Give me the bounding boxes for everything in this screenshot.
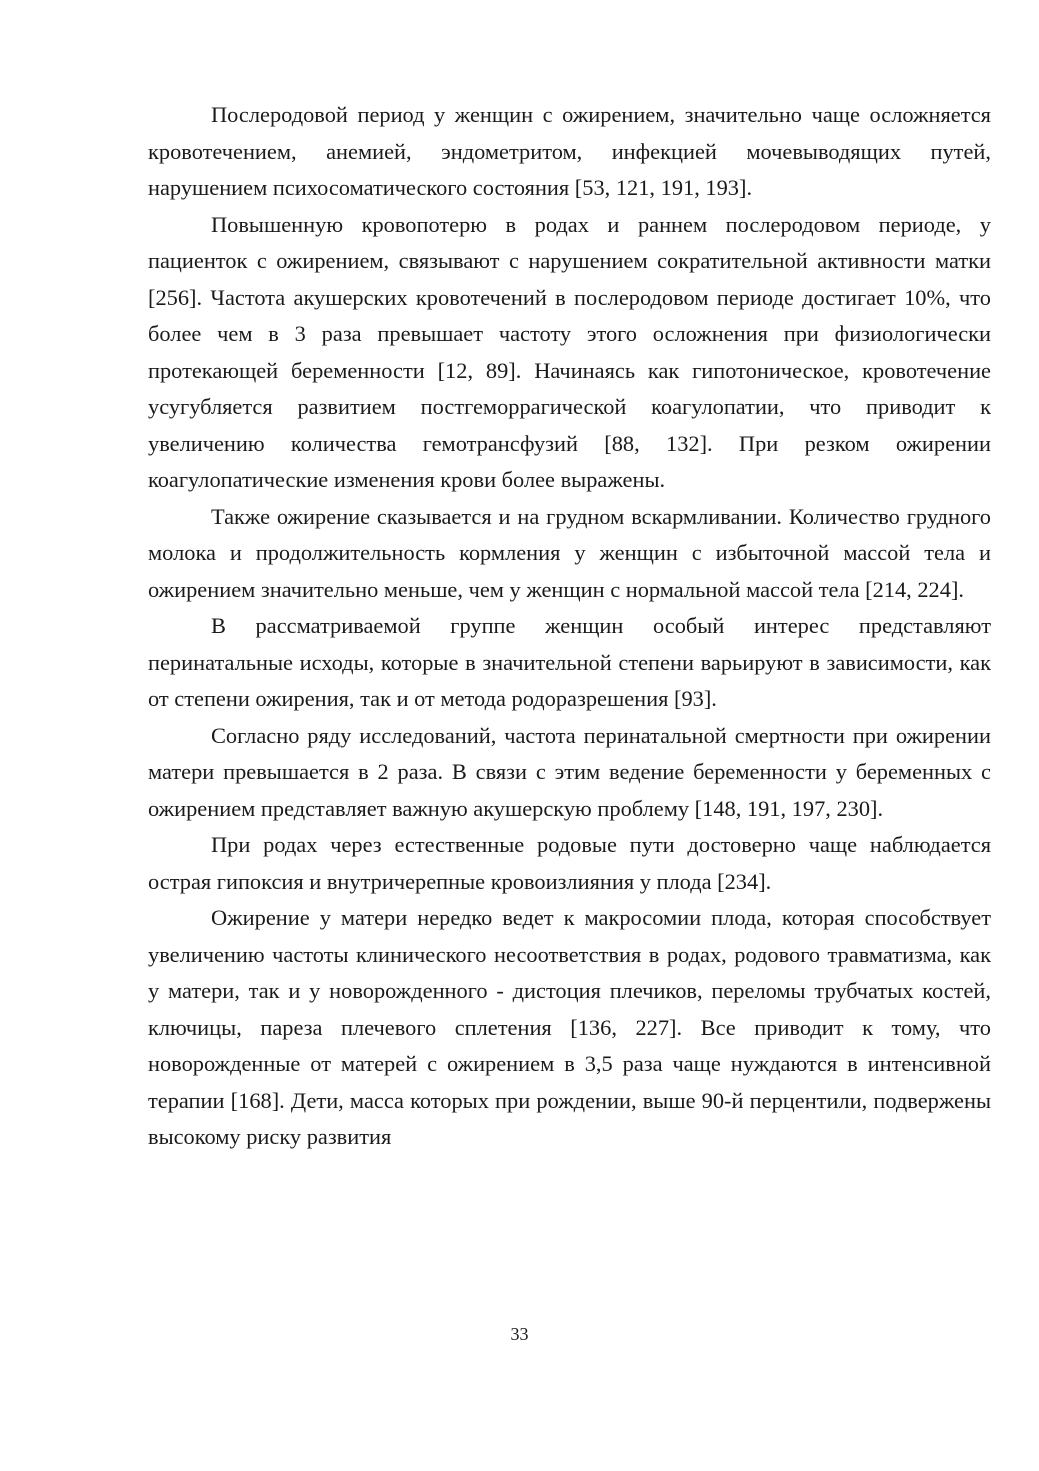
paragraph-macrosomia: Ожирение у матери нередко ведет к макросомии плода, которая способствует увеличению частоты клинического несоответствия в родах, родового травматизма, как у матери, так и у новорожденного - дистоция плечиков, переломы трубчатых костей, ключицы, пареза плечевого сплетения [136, 227]. Все приводит к тому, что новорожденные от матерей с ожирением в 3,5 раза чаще нуждаются в интенсивной терапии [168]. Дети, масса которых при рождении, выше 90-й перцентили, подвержены высокому риску развития	[148, 905, 991, 1149]
paragraph-perinatal-outcomes: В рассматриваемой группе женщин особый интерес представляют перинатальные исходы, которые в значительной степени варьируют в зависимости, как от степени ожирения, так и от метода родоразрешения [93].	[148, 613, 991, 711]
paragraph-blood-loss: Повышенную кровопотерю в родах и раннем послеродовом периоде, у пациенток с ожирением, связывают с нарушением сократительной активности матки [256]. Частота акушерских кровотечений в послеродовом периоде достигает 10%, что более чем в 3 раза превышает частоту этого осложнения при физиологически протекающей беременности [12, 89]. Начинаясь как гипотоническое, кровотечение усугубляется развитием постгеморрагической коагулопатии, что приводит к увеличению количества гемотрансфузий [88, 132]. При резком ожирении коагулопатические изменения крови более выражены.	[148, 211, 991, 492]
paragraph-vaginal-delivery: При родах через естественные родовые пути достоверно чаще наблюдается острая гипоксия и внутричерепные кровоизлияния у плода [234].	[148, 832, 991, 894]
paragraph-breastfeeding: Также ожирение сказывается и на грудном вскармливании. Количество грудного молока и продолжительность кормления у женщин с избыточной массой тела и ожирением значительно меньше, чем у женщин с нормальной массой тела [214, 224].	[148, 503, 991, 602]
document-body	[148, 97, 991, 1156]
paragraph-postpartum-complications: Послеродовой период у женщин с ожирением, значительно чаще осложняется кровотечением, анемией, эндометритом, инфекцией мочевыводящих путей, нарушением психосоматического состояния [53, 121, 191, 193].	[148, 102, 991, 200]
page-number: 33	[510, 1324, 529, 1344]
paragraph-perinatal-mortality: Согласно ряду исследований, частота перинатальной смертности при ожирении матери превышается в 2 раза. В связи с этим ведение беременности у беременных с ожирением представляет важную акушерскую проблему [148, 191, 197, 230].	[148, 722, 991, 821]
